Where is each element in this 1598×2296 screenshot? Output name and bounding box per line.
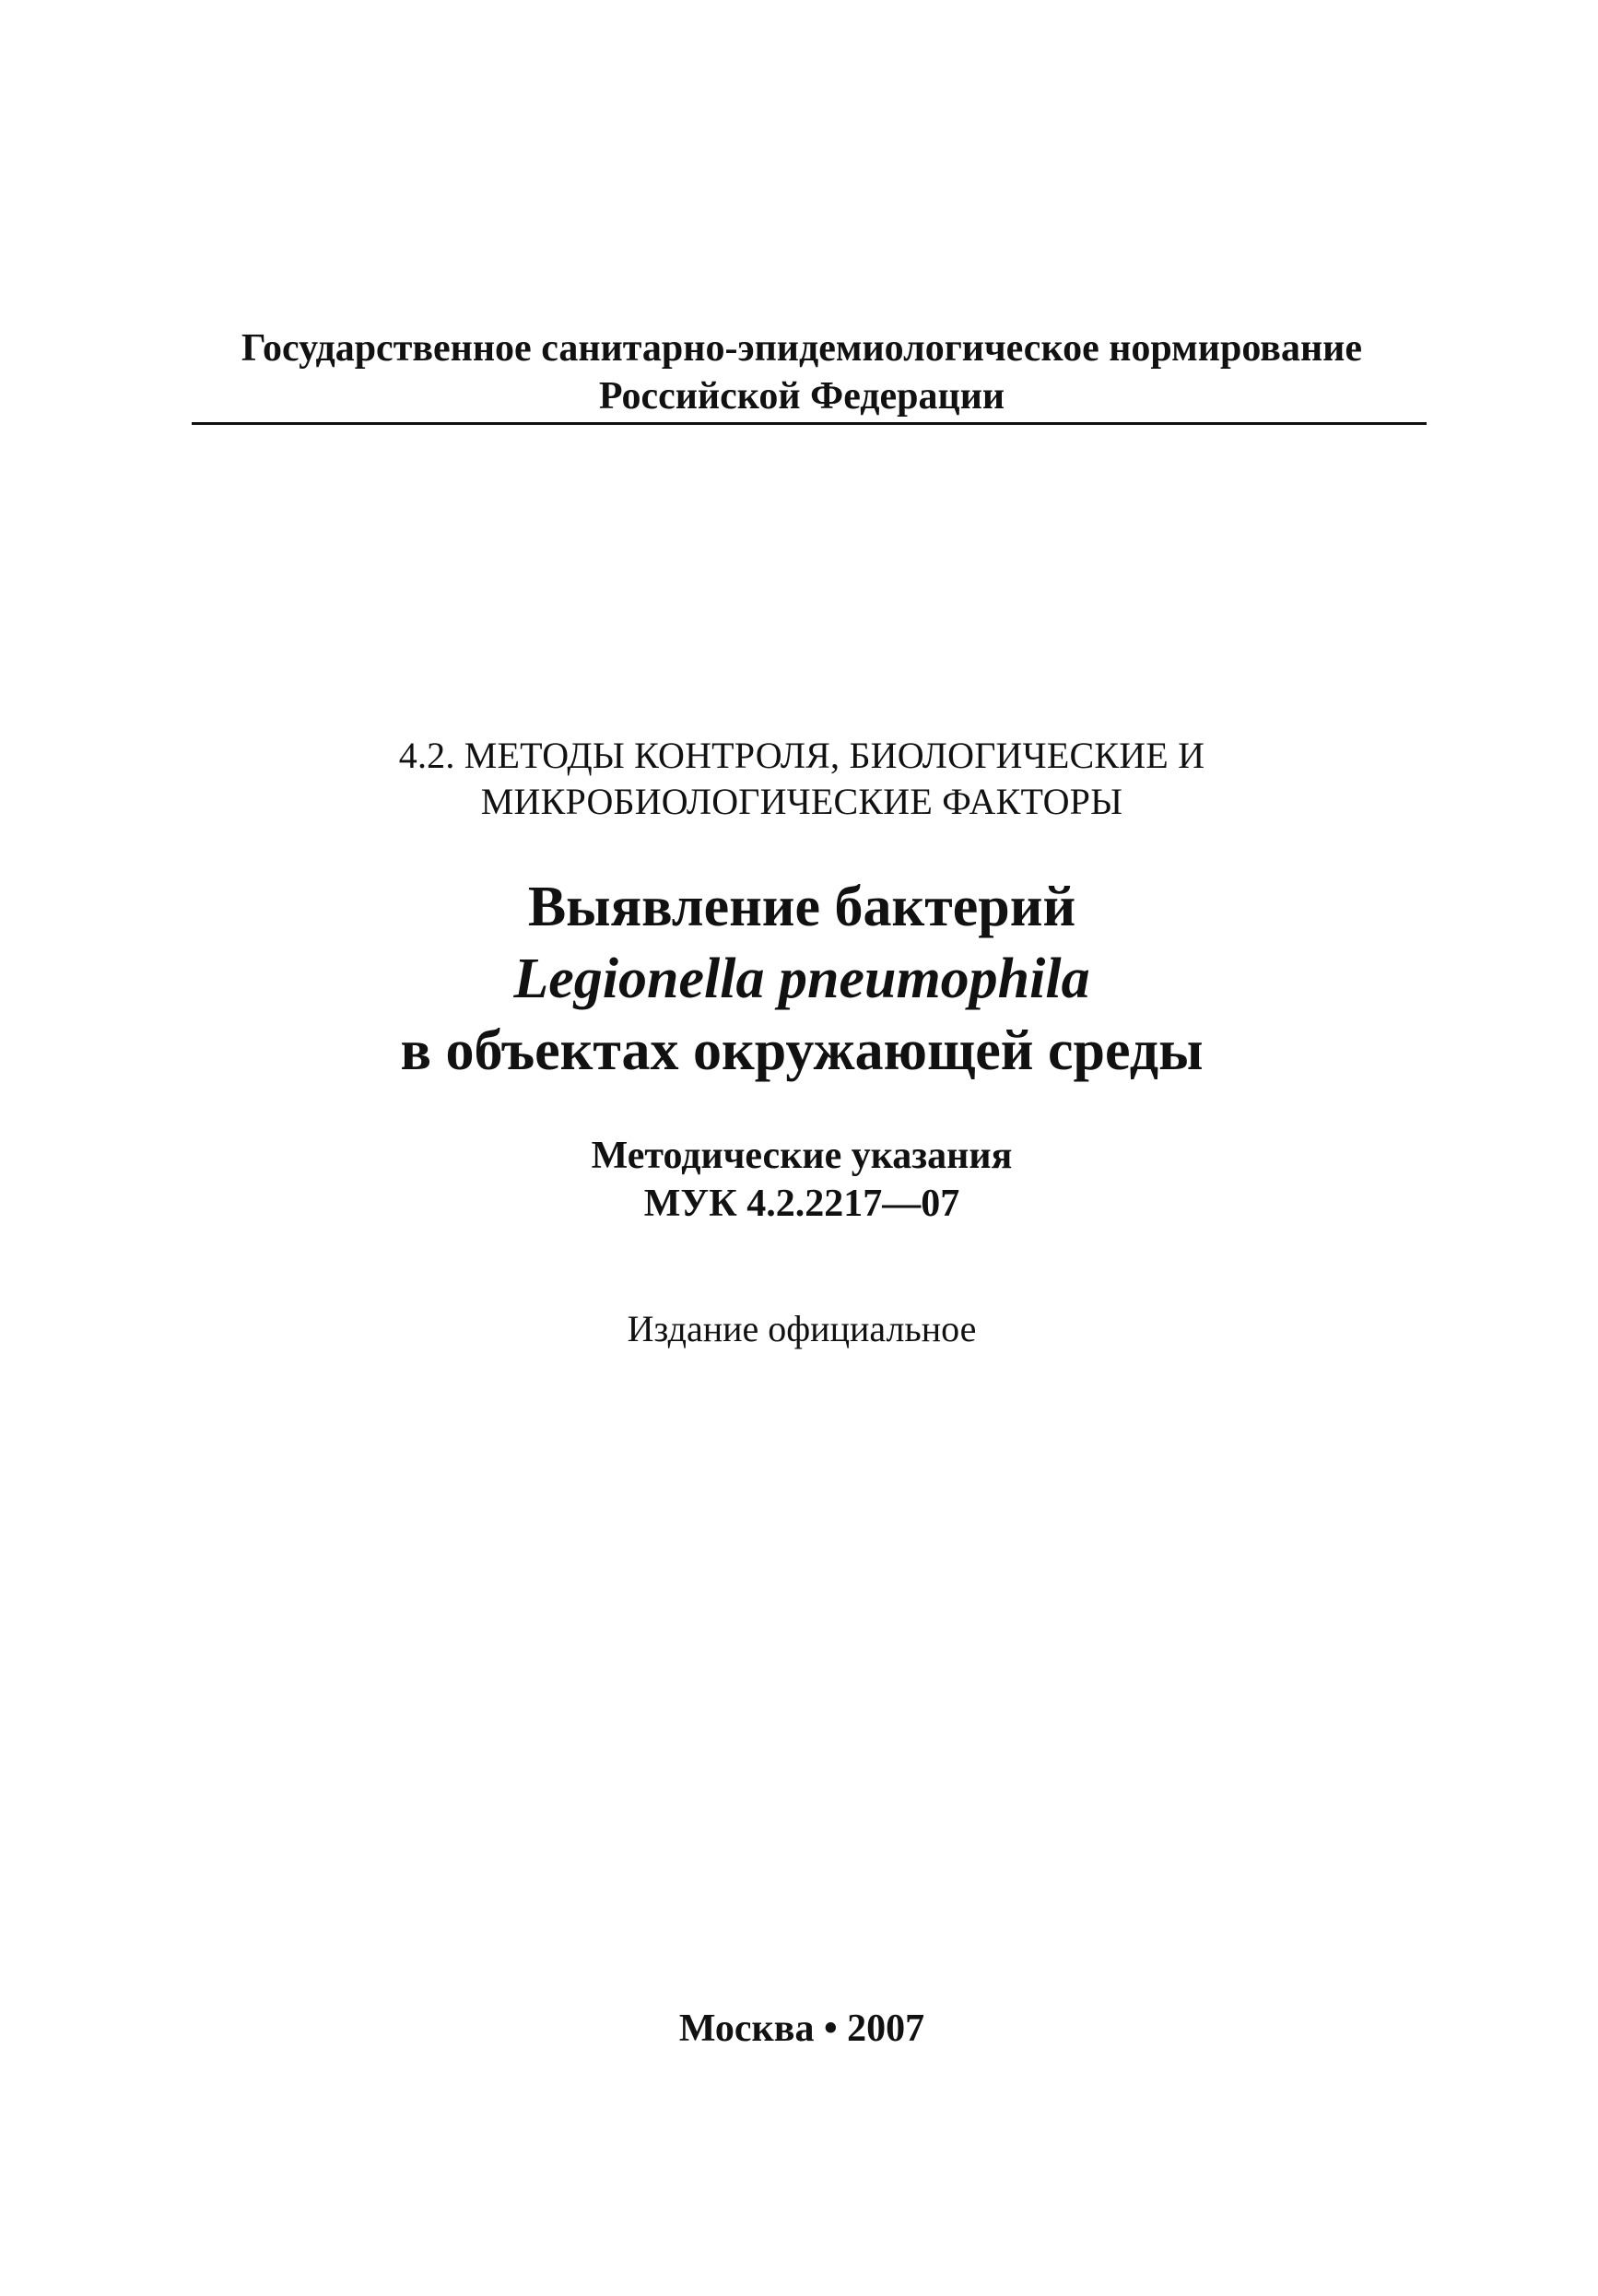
header-line-2: Российской Федерации [598, 375, 1005, 418]
title-line-2-species: Legionella pneumophila [513, 948, 1090, 1010]
publication-place-year: Москва • 2007 [678, 2008, 925, 2050]
edition-note: Издание официальное [627, 1308, 977, 1349]
document-type [184, 1132, 1419, 1228]
title-line-1: Выявление бактерий [527, 876, 1076, 938]
title-line-3: в объектах окружающей среды [400, 1019, 1204, 1082]
document-title [184, 871, 1419, 1087]
header-divider [192, 422, 1427, 425]
section-line-2: МИКРОБИОЛОГИЧЕСКИЕ ФАКТОРЫ [480, 781, 1123, 822]
doc-type-line-1: Методические указания [591, 1135, 1013, 1177]
doc-number: МУК 4.2.2217—07 [643, 1183, 960, 1225]
section-line-1: 4.2. МЕТОДЫ КОНТРОЛЯ, БИОЛОГИЧЕСКИЕ И [398, 735, 1205, 776]
header-line-1: Государственное санитарно-эпидемиологическое нормирование [241, 327, 1362, 370]
issuing-authority-header [184, 324, 1419, 420]
section-heading [184, 733, 1419, 825]
